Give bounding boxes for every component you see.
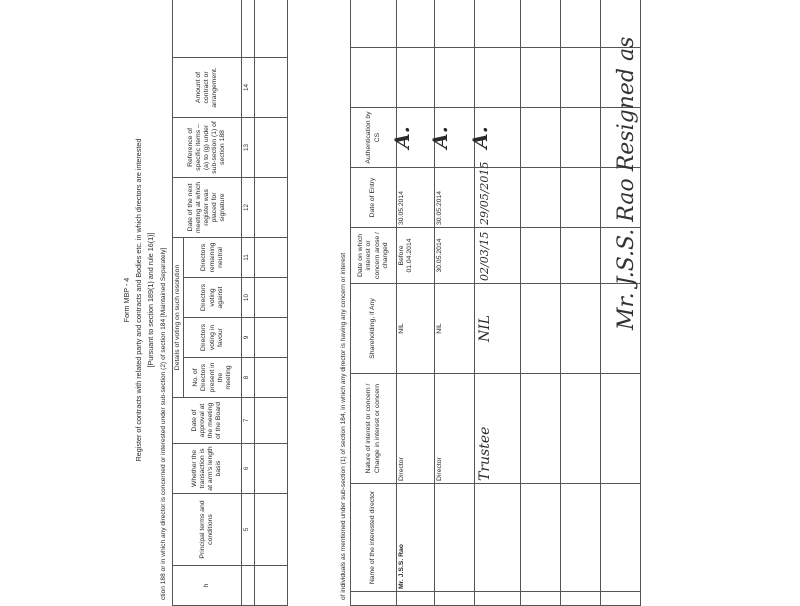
- header-cell-blank: [351, 0, 397, 48]
- director-name: [475, 484, 521, 592]
- table-row: [435, 0, 475, 606]
- interest-nature: Director: [397, 374, 435, 484]
- number-cell: 8: [242, 358, 255, 398]
- header-principal-terms: Principal terms and conditions: [173, 494, 242, 566]
- form-rule: [Pursuant to section 189(1) and rule 16(1)]: [146, 232, 155, 368]
- header-arms-length: Whether the transaction is at arm's length basis: [173, 444, 242, 494]
- number-cell: [242, 0, 255, 57]
- handwritten-note: Mr. J.S.S. Rao Resigned as: [614, 36, 639, 330]
- header-cell-blank: [351, 592, 397, 606]
- table-row: [475, 0, 521, 606]
- date-entry: 29/05/2015: [475, 168, 521, 228]
- number-cell: 13: [242, 117, 255, 177]
- date-arose: Before 01.04.2014: [397, 228, 435, 284]
- number-cell: 14: [242, 57, 255, 117]
- header-nature-interest: Nature of interest or concern / Change in interest or concern: [351, 374, 397, 484]
- header-authentication: Authentication by CS: [351, 108, 397, 168]
- table-row: [397, 0, 435, 606]
- header-voting-details: Details of voting on such resolution: [173, 237, 184, 397]
- header-remaining-neutral: Directors remaining neutral: [184, 237, 242, 277]
- date-arose: 30.05.2014: [435, 228, 475, 284]
- header-voting-favour: Directors voting in favour: [184, 318, 242, 358]
- header-cell-edge: h: [173, 566, 242, 606]
- header-next-meeting: Date of the next meeting at which register was placed for signature: [173, 177, 242, 237]
- number-cell: 11: [242, 237, 255, 277]
- date-entry: 30.05.2014: [435, 168, 475, 228]
- number-cell: 6: [242, 444, 255, 494]
- number-cell: 10: [242, 278, 255, 318]
- header-amount: Amount of contract or arrangement.: [173, 57, 242, 117]
- shareholding: NIL: [435, 284, 475, 374]
- section-heading-interests: of individuals as mentioned under sub-section (1) of section 184, in which any director is having any concern or interest: [340, 252, 347, 600]
- number-cell: 12: [242, 177, 255, 237]
- director-name: [435, 484, 475, 592]
- cs-signature: A.: [397, 108, 435, 168]
- interest-nature: Trustee: [475, 374, 521, 484]
- date-entry: 30.05.2014: [397, 168, 435, 228]
- section-heading-contracts: ction 188 or in which any director is concerned or interested under sub-section (2) of section 184 [Maintained Separately]: [160, 247, 167, 600]
- cs-signature: A.: [435, 108, 475, 168]
- interest-nature: Director: [435, 374, 475, 484]
- header-voting-against: Directors voting against: [184, 278, 242, 318]
- header-cell-blank: [351, 48, 397, 108]
- cs-signature: A.: [475, 108, 521, 168]
- number-cell: 9: [242, 318, 255, 358]
- shareholding: NIL: [475, 284, 521, 374]
- director-name: Mr. J.S.S. Rao: [397, 484, 435, 592]
- header-approval-date: Date of approval at the meeting of the Board: [173, 398, 242, 444]
- form-subtitle: Register of contracts with related party and contracts and Bodies etc. in which directors are interested: [134, 138, 143, 462]
- shareholding: NIL: [397, 284, 435, 374]
- number-cell: [242, 566, 255, 606]
- header-shareholding: Shareholding, if Any: [351, 284, 397, 374]
- header-date-arose: Date on which interest or concern arose / changed: [351, 228, 397, 284]
- interests-table: [350, 0, 641, 606]
- header-reference-items: Reference of specific items – (a) to (g) under sub-section (1) of section 188: [173, 117, 242, 177]
- date-arose: 02/03/15: [475, 228, 521, 284]
- number-cell: 5: [242, 494, 255, 566]
- header-cell-blank: [173, 0, 242, 57]
- header-date-entry: Date of Entry: [351, 168, 397, 228]
- contracts-table: [172, 0, 288, 606]
- header-directors-present: No. of Directors present in the meeting: [184, 358, 242, 398]
- form-title: Form MBP - 4: [122, 277, 131, 323]
- header-director-name: Name of the interested director: [351, 484, 397, 592]
- number-cell: 7: [242, 398, 255, 444]
